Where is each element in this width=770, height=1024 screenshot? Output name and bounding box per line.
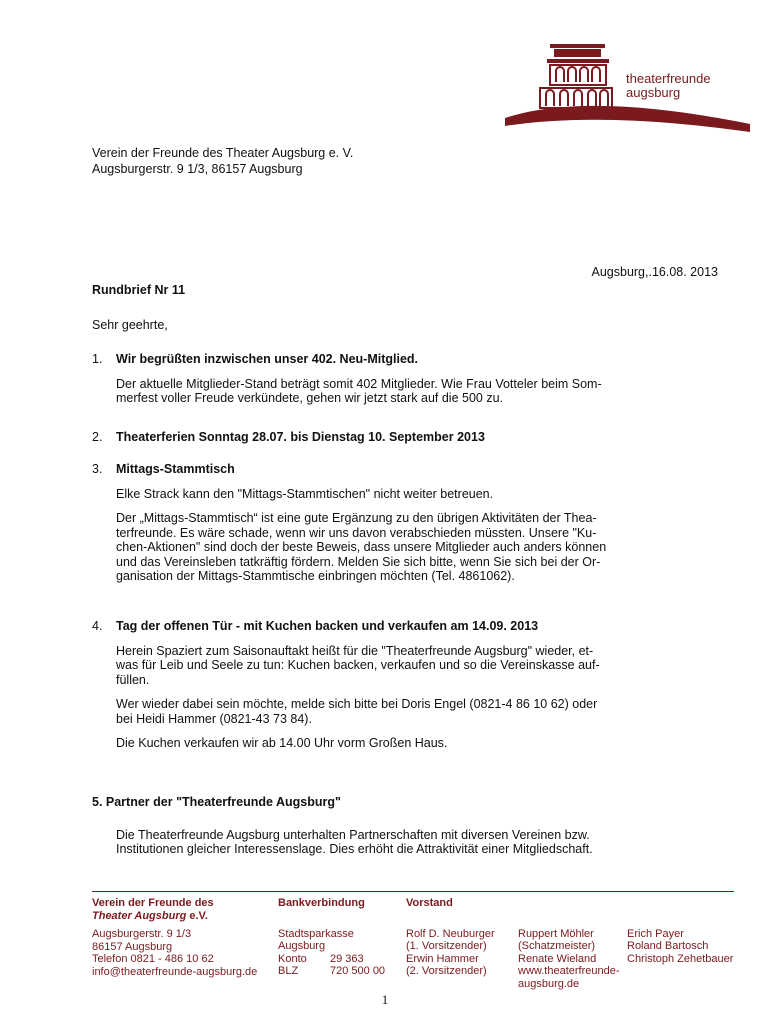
section-4 [92, 619, 632, 751]
sender-line-2: Augsburgerstr. 9 1/3, 86157 Augsburg [92, 162, 303, 176]
footer-bank: Bankverbindung Stadtsparkasse Augsburg Konto 29 363 BLZ 720 500 00 [278, 897, 386, 977]
paragraph: Der „Mittags-Stammtisch“ ist eine gute Ergänzung zu den übrigen Aktivitäten der Thea- terfreunde. Es wäre schade, wenn wir uns davon verabschieden müssten. Unsere "Ku- chen-Aktionen" sind doch der beste Beweis, dass unsere Mitglieder auch anders können und das Vereinsleben tatkräftig fördern. Melden Sie sich bitte, wenn Sie sich bei der Or- ganisation der Mittags-Stammtische einbringen möchten (Tel. 4861062). [116, 511, 607, 583]
website-link[interactable]: www.theaterfreunde-augsburg.de [518, 965, 620, 990]
letter-date: Augsburg,.16.08. 2013 [591, 265, 718, 279]
section-heading: Wir begrüßten inzwischen unser 402. Neu-Mitglied. [116, 352, 419, 366]
sender-address [92, 145, 353, 177]
email-link[interactable]: info@theaterfreunde-augsburg.de [92, 965, 258, 978]
footer-divider [92, 891, 734, 892]
logo-line-2: augsburg [626, 85, 681, 100]
paragraph: Wer wieder dabei sein möchte, melde sich bitte bei Doris Engel (0821-4 86 10 62) oder bei Heidi Hammer (0821-43 73 84). [116, 697, 598, 726]
sender-line-1: Verein der Freunde des Theater Augsburg e. V. [92, 146, 354, 160]
logo-wordmark [626, 72, 711, 100]
footer-vorstand-1: Vorstand Rolf D. Neuburger (1. Vorsitzender) Erwin Hammer (2. Vorsitzender) [406, 897, 495, 977]
footer-vorstand-2: Ruppert Möhler (Schatzmeister) Renate Wieland www.theaterfreunde-augsburg.de [518, 928, 628, 991]
footer-vorstand-3: Erich Payer Roland Bartosch Christoph Zehetbauer [627, 927, 734, 965]
page-number: 1 [381, 992, 389, 1007]
logo-line-1: theaterfreunde [626, 71, 711, 86]
section-5 [92, 795, 632, 857]
section-2 [92, 430, 632, 445]
section-1 [92, 352, 632, 406]
paragraph: Elke Strack kann den "Mittags-Stammtischen" nicht weiter betreuen. [116, 486, 494, 501]
paragraph: Der aktuelle Mitglieder-Stand beträgt somit 402 Mitglieder. Wie Frau Votteler beim Som- merfest voller Freude verkündete, gehen wir jetzt stark auf die 500 zu. [116, 376, 602, 405]
paragraph: Herein Spaziert zum Saisonauftakt heißt für die "Theaterfreunde Augsburg" wieder, et- was für Leib und Seele zu tun: Kuchen backen, verkaufen und so die Vereinskasse auf- füllen. [116, 643, 600, 687]
section-number: 1. [92, 352, 103, 366]
section-number: 2. [92, 430, 103, 444]
section-number: 3. [92, 462, 103, 476]
paragraph: Die Kuchen verkaufen wir ab 14.00 Uhr vorm Großen Haus. [116, 736, 448, 750]
theater-building-logo [500, 38, 750, 138]
section-3 [92, 462, 632, 584]
section-number: 4. [92, 619, 103, 633]
letter-subject: Rundbrief Nr 11 [92, 283, 186, 297]
section-heading: Tag der offenen Tür - mit Kuchen backen und verkaufen am 14.09. 2013 [116, 619, 539, 633]
greeting: Sehr geehrte, [92, 318, 168, 332]
section-heading: Theaterferien Sonntag 28.07. bis Dienstag 10. September 2013 [116, 430, 485, 444]
section-heading: Mittags-Stammtisch [116, 462, 235, 476]
paragraph: Die Theaterfreunde Augsburg unterhalten Partnerschaften mit diversen Vereinen bzw. Institutionen gleicher Interessenslage. Dies erhöht die Attraktivität einer Mitgliedschaft. [116, 827, 593, 856]
footer-org: Verein der Freunde des Theater Augsburg e.V. Augsburgerstr. 9 1/3 86157 Augsburg Telefon 0821 - 486 10 62 info@theaterfreunde-augsburg.de [92, 897, 277, 978]
section-heading: 5. Partner der "Theaterfreunde Augsburg" [92, 795, 341, 809]
